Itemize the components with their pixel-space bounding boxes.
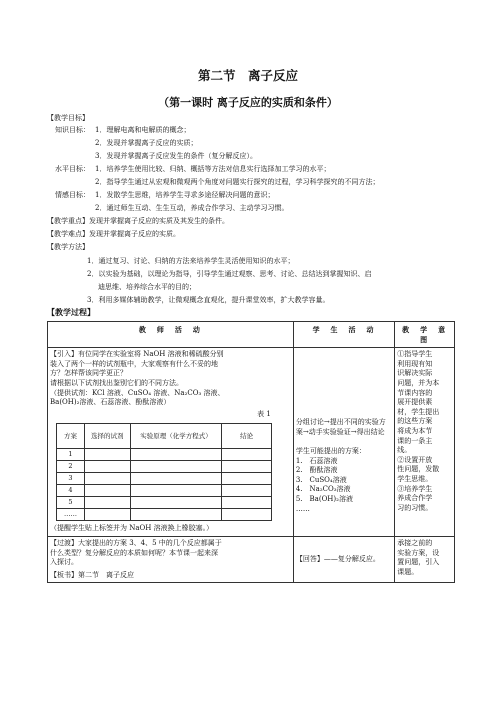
objectives-heading: 【教学目标】 xyxy=(47,114,89,122)
emotion-label: 情感目标： xyxy=(55,191,90,199)
scheme-cell xyxy=(84,461,130,473)
scheme-cell xyxy=(222,449,272,461)
student-line: 分组讨论→提出不同的实验方 xyxy=(295,418,386,427)
intent-line: 展开提供素 xyxy=(397,398,433,407)
table-caption: 表 1 xyxy=(257,409,271,418)
student-line: 4. Na₂CO₃溶液 xyxy=(295,485,351,494)
intent-line: ①指导学生 xyxy=(397,350,433,359)
student-line: 2. 酚酞溶液 xyxy=(295,466,338,475)
intent-line: 置问题，引入 xyxy=(397,558,440,567)
intent-line: 识解决实际 xyxy=(397,369,433,378)
knowledge-item: 3．发现并掌握离子反应发生的条件（复分解反应）。 xyxy=(95,152,257,160)
teacher-line: Ba(OH)₂溶液、石蕊溶液、酚酞溶液） xyxy=(50,398,171,407)
student-line: 5. Ba(OH)₂溶液 xyxy=(295,494,353,503)
scheme-cell xyxy=(130,449,222,461)
student-line: …… xyxy=(295,504,310,513)
scheme-row xyxy=(57,485,272,497)
scheme-row xyxy=(57,461,272,473)
key-point: 【教学重点】发现并掌握离子反应的实质及其发生的条件。 xyxy=(47,217,229,225)
scheme-number: 5 xyxy=(57,497,85,509)
intent-cell xyxy=(395,348,455,537)
teacher-activity-cell xyxy=(48,536,294,582)
knowledge-item: 2．发现并掌握离子反应的实质； xyxy=(95,139,198,147)
difficulty: 【教学难点】发现并掌握离子反应的实质。 xyxy=(47,230,180,238)
table-row xyxy=(48,536,455,582)
scheme-header-row xyxy=(57,424,272,449)
intent-line: ③培养学生 xyxy=(397,484,433,493)
intent-line: 材，学生提出 xyxy=(397,407,440,416)
teacher-note: （提醒学生贴上标签并为 NaOH 溶液换上橡胶塞。） xyxy=(50,524,214,533)
page-subtitle: （第一课时 离子反应的实质和条件） xyxy=(158,96,338,109)
student-line: 1. 石蕊溶液 xyxy=(295,456,338,465)
scheme-row xyxy=(57,497,272,509)
scheme-cell xyxy=(130,473,222,485)
header-teacher: 教 师 活 动 xyxy=(48,322,294,348)
intent-line: 利用现有知 xyxy=(397,359,433,368)
scheme-row xyxy=(57,449,272,461)
intent-line: 节课内容的 xyxy=(397,388,433,397)
scheme-number: 3 xyxy=(57,473,85,485)
student-line: 案→动手实验验证→得出结论 xyxy=(295,427,385,436)
table-row xyxy=(48,348,455,537)
methods-heading: 【教学方法】 xyxy=(47,243,89,251)
header-student: 学 生 活 动 xyxy=(293,322,394,348)
page-title: 第二节 离子反应 xyxy=(197,68,298,83)
scheme-header: 选择的试剂 xyxy=(84,424,130,449)
method-item: 3．利用多媒体辅助教学，让微观概念直观化，提升课堂效率，扩大教学容量。 xyxy=(87,296,330,304)
scheme-cell xyxy=(84,509,130,521)
scheme-number: 4 xyxy=(57,485,85,497)
method-item: 迪思维、培养综合水平的目的； xyxy=(98,283,196,291)
student-line: 【回答】——复分解反应。 xyxy=(295,554,380,563)
intent-line: 将成为本节 xyxy=(397,426,433,435)
intent-line: 课题。 xyxy=(397,567,419,576)
intent-line: 问题，并为本 xyxy=(397,378,440,387)
scheme-table xyxy=(56,423,272,521)
teacher-line: （提供试剂：KCl 溶液、CuSO₄ 溶液、Na₂CO₃ 溶液、 xyxy=(50,388,225,397)
intent-line: 学生思维。 xyxy=(397,474,433,483)
teacher-line: 装入了两个一样的试剂瓶中，大家观察有什么不妥的地 xyxy=(50,359,218,368)
scheme-cell xyxy=(84,449,130,461)
table-header-row xyxy=(48,322,455,348)
spacer xyxy=(296,350,392,358)
skill-item: 1．培养学生使用比较、归纳、概括等方法对信息实行选择加工学习的水平； xyxy=(95,165,331,173)
spacer xyxy=(296,358,392,418)
scheme-cell xyxy=(222,509,272,521)
scheme-number: 2 xyxy=(57,461,85,473)
student-line: 学生可能提出的方案： xyxy=(295,446,366,455)
student-line: 3. CuSO₄溶液 xyxy=(295,475,347,484)
teacher-line: 方？怎样帮该同学更正？ xyxy=(50,369,127,378)
header-intent: 教 学 意 图 xyxy=(395,322,455,348)
emotion-item: 2．通过师生互动、生生互动，养成合作学习、主动学习习惯。 xyxy=(95,204,289,212)
student-line xyxy=(296,437,392,447)
scheme-row xyxy=(57,473,272,485)
scheme-cell xyxy=(130,485,222,497)
scheme-cell xyxy=(84,497,130,509)
intent-line: 课的一条主 xyxy=(397,436,433,445)
intent-line: 实验方案，设 xyxy=(397,548,440,557)
intent-line: 承接之前的 xyxy=(397,538,433,547)
scheme-cell xyxy=(130,509,222,521)
teacher-line: 【过渡】大家提出的方案 3、4、5 中的几个反应都属于 xyxy=(50,538,222,547)
lesson-table xyxy=(47,321,455,583)
skill-item: 2．指导学生通过从宏观和微观两个角度对问题实行探究的过程，学习科学探究的不同方法； xyxy=(95,178,380,186)
intent-line: 的这些方案 xyxy=(397,417,433,426)
scheme-cell xyxy=(130,461,222,473)
scheme-cell xyxy=(222,497,272,509)
scheme-header: 结论 xyxy=(222,424,272,449)
intent-line: ②设置开放 xyxy=(397,455,433,464)
scheme-number: …… xyxy=(57,509,85,521)
intent-line: 性问题，发散 xyxy=(397,465,440,474)
teacher-line: 入探讨。 xyxy=(50,558,78,567)
process-heading: 【教学过程】 xyxy=(47,307,95,317)
scheme-row xyxy=(57,509,272,521)
scheme-cell xyxy=(222,461,272,473)
knowledge-label: 知识目标： xyxy=(55,126,90,134)
scheme-number: 1 xyxy=(57,449,85,461)
scheme-cell xyxy=(130,497,222,509)
teacher-line: 【引入】有位同学在实验室将 NaOH 溶液和稀硫酸分别 xyxy=(50,350,224,359)
scheme-cell xyxy=(222,485,272,497)
teacher-line: 请根据以下试剂找出鉴别它们的不同方法。 xyxy=(50,378,183,387)
scheme-header: 实验原理（化学方程式） xyxy=(130,424,222,449)
emotion-item: 1．发散学生思维，培养学生寻求多途径解决问题的意识； xyxy=(95,191,275,199)
intent-line: 习的习惯。 xyxy=(397,503,433,512)
knowledge-item: 1．理解电离和电解质的概念； xyxy=(95,126,191,134)
teacher-line: 【板书】第二节 离子反应 xyxy=(50,570,134,579)
method-item: 2．以实验为基础，以理论为指导，引导学生通过观察、思考、讨论、总结达到掌握知识、启 xyxy=(87,270,372,278)
intent-line: 线。 xyxy=(397,446,412,455)
method-item: 1．通过复习、讨论、归纳的方法来培养学生灵活使用知识的水平； xyxy=(87,257,295,265)
intent-cell xyxy=(395,536,455,582)
scheme-cell xyxy=(84,485,130,497)
skill-label: 水平目标： xyxy=(55,165,90,173)
scheme-header: 方案 xyxy=(57,424,85,449)
teacher-line: 什么类型？复分解反应的本质如何呢？本节课一起来深 xyxy=(50,548,218,557)
scheme-cell xyxy=(84,473,130,485)
teacher-activity-cell xyxy=(48,348,294,537)
student-activity-cell xyxy=(293,536,394,582)
intent-line: 养成合作学 xyxy=(397,494,433,503)
student-activity-cell xyxy=(293,348,394,537)
scheme-cell xyxy=(222,473,272,485)
